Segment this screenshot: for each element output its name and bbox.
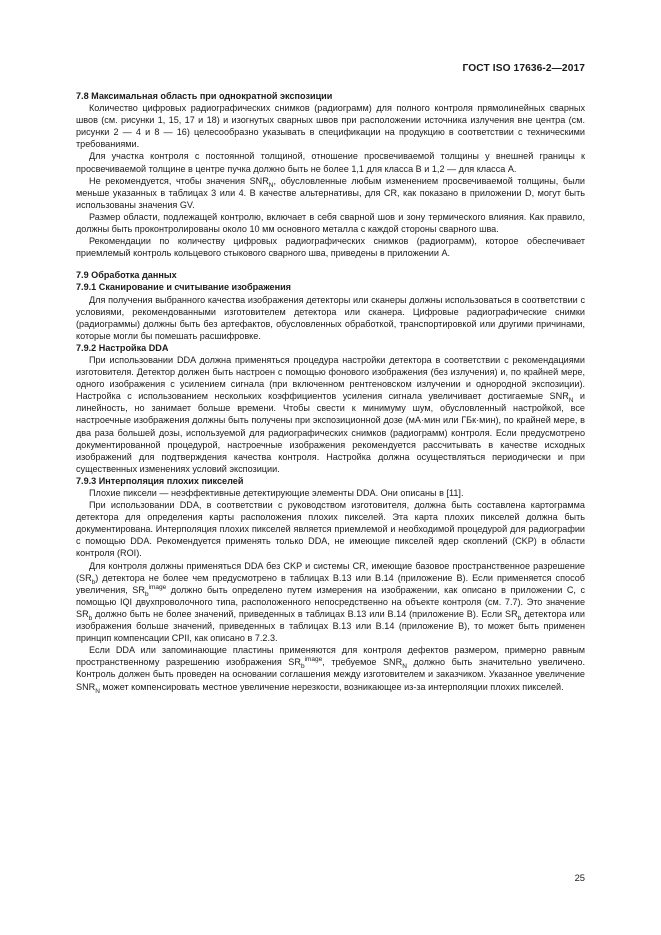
paragraph: При использовании DDA, в соответствии с руководством изготовителя, должна быть составлена картограмма детектора для определения карты расположения плохих пикселей. Эта карта плохих пикселей должна быть документирована. Интерполяция плохих пикселей является приемлемой и необходимой процедурой для радиографии с помощью DDA. Рекомендуется применять только DDA, не имеющие пикселей ядер скоплений (CKP) в области контроля (ROI).: [76, 500, 585, 559]
paragraph: Количество цифровых радиографических снимков (радиограмм) для полного контроля прямолинейных сварных швов (см. рисунки 1, 15, 17 и 18) и изогнутых сварных швов при расположении источника излучения вне центра (см. рисунки 2 — 4 и 8 — 16) целесообразно указывать в спецификации на продукцию в соответствии с техническими требованиями.: [76, 103, 585, 150]
document-header: ГОСТ ISO 17636-2—2017: [462, 63, 585, 74]
paragraph: Рекомендации по количеству цифровых радиографических снимков (радиограмм), которое обеспечивает приемлемый контроль кольцевого стыкового сварного шва, приведены в приложении А.: [76, 236, 585, 259]
paragraph: Для контроля должны применяться DDA без CKP и системы CR, имеющие базовое пространственное разрешение $(SR_b)$ детектора не более чем предусмотрено в таблицах В.13 или В.14 (приложение В). Если применяется способ увеличения, $SR_b^{image}$ должно быть определено путем измерения на изображении, как описано в приложении С, с помощью IQI двухпроволочного типа, расположенного непосредственно на объекте контроля (см. 7.7). Это значение $SR_b$ должно быть не более значений, приведенных в таблицах В.13 или В.14 (приложение В). Если $SR_b$ детектора или изображения больше значений, приведенных в таблицах В.13 или В.14 (приложение В), то может быть применен принцип компенсации CPII, как описано в 7.2.3.: [76, 560, 585, 644]
paragraph: Если DDA или запоминающие пластины применяются для контроля дефектов размером, примерно равным пространственному разрешению изображения $SR_b^{image}$, требуемое $SNR_N$ должно быть значительно увеличено. Контроль должен быть проведен на основании соглашения между изготовителем и заказчиком. Указанное увеличение $SNR_N$ может компенсировать местное увеличение нерезкости, возникающее из-за интерполяции плохих пикселей.: [76, 645, 586, 695]
subsection-7-9-2-title: 7.9.2 Настройка DDA: [76, 342, 169, 353]
subsection-7-9-3-title: 7.9.3 Интерполяция плохих пикселей: [76, 475, 244, 486]
section-7-9-title: 7.9 Обработка данных: [76, 270, 177, 281]
paragraph: Для участка контроля с постоянной толщиной, отношение просвечиваемой толщины у внешней границы к просвечиваемой толщине в центре пучка должно быть не более 1,1 для класса В и 1,2 — для класса А.: [76, 151, 585, 174]
document-body: [76, 90, 585, 693]
paragraph: Плохие пиксели — неэффективные детектирующие элементы DDA. Они описаны в [11].: [89, 488, 464, 498]
page-number: 25: [574, 872, 585, 883]
paragraph: При использовании DDA должна применяться процедура настройки детектора в соответствии с рекомендациями изготовителя. Детектор должен быть настроен с помощью фонового изображения (без излучения) и, по крайней мере, одного изображения с усилением сигнала (при включенном рентгеновском излучении и однородной экспозиции). Настройка с использованием нескольких коэффициентов усиления сигнала увеличивает достигаемые $SNR_N$ и линейность, но занимает больше времени. Чтобы свести к минимуму шум, обусловленный настройкой, все настроечные изображения должны быть получены при экспозиционной дозе (мА·мин или ГБк·мин), по крайней мере, в два раза большей дозы, используемой для радиографических снимков (радиограмм) контроля. Если предусмотрено документированной процедурой, настроечные изображения рекомендуется рассчитывать в качестве исходных изображений для подтверждения качества контроля. Настройка должна осуществляться периодически и при существенных изменениях условий экспозиции.: [76, 354, 586, 474]
paragraph: Размер области, подлежащей контролю, включает в себя сварной шов и зону термического влияния. Как правило, должны быть проконтролированы около 10 мм основного металла с каждой стороны сварного шва.: [76, 211, 585, 235]
paragraph: Не рекомендуется, чтобы значения $SNR_N$, обусловленные любым изменением просвечиваемой толщины, были меньше указанных в таблицах 3 или 4. В качестве альтернативы, для CR, как показано в приложении D, могут быть использованы значения GV.: [76, 175, 585, 210]
subsection-7-9-1-title: 7.9.1 Сканирование и считывание изображения: [76, 282, 291, 293]
paragraph: Для получения выбранного качества изображения детекторы или сканеры должны использоваться в соответствии с условиями, рекомендованными изготовителем детектора или сканера. Цифровые радиографические снимки (радиограммы) должны быть без артефактов, обусловленных обработкой, транспортировкой или другими причинами, которые могли бы помешать расшифровке.: [76, 294, 585, 341]
section-7-8-title: 7.8 Максимальная область при однократной экспозиции: [76, 91, 333, 101]
